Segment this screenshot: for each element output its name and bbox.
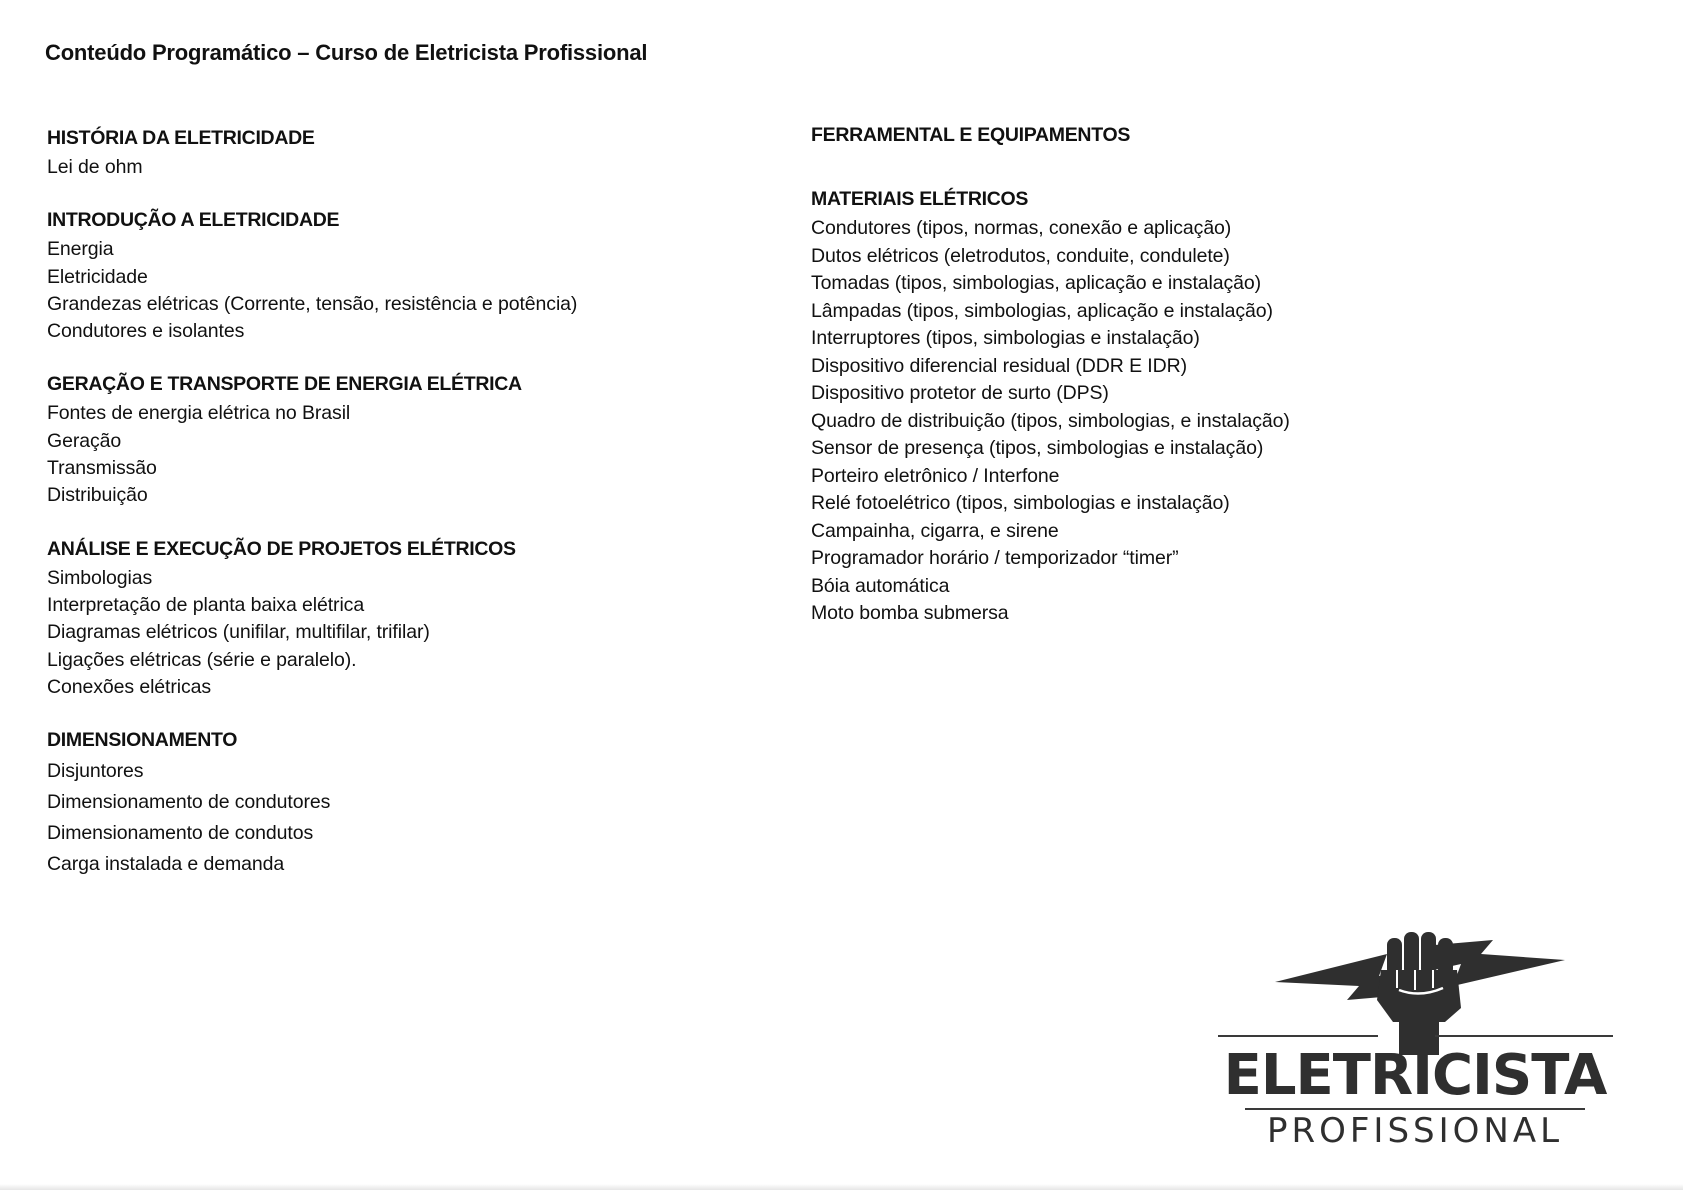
list-item: Condutores e isolantes bbox=[47, 320, 245, 343]
list-item: Fontes de energia elétrica no Brasil bbox=[47, 402, 351, 425]
list-item: Dispositivo diferencial residual (DDR E IDR) bbox=[811, 354, 1187, 377]
list-item: Programador horário / temporizador “timer” bbox=[811, 547, 1179, 569]
section-items bbox=[47, 236, 747, 345]
list-item: Lâmpadas (tipos, simbologias, aplicação e instalação) bbox=[811, 299, 1273, 322]
list-item: Tomadas (tipos, simbologias, aplicação e instalação) bbox=[811, 272, 1262, 294]
scan-edge bbox=[0, 1184, 1683, 1190]
left-column bbox=[47, 125, 747, 906]
list-item: Condutores (tipos, normas, conexão e aplicação) bbox=[811, 217, 1232, 239]
document-title: Conteúdo Programático – Curso de Eletricista Profissional bbox=[45, 40, 648, 65]
list-item: Dimensionamento de condutos bbox=[47, 822, 314, 845]
logo-rule bbox=[1245, 1108, 1585, 1110]
section-introducao bbox=[47, 207, 747, 345]
section-geracao bbox=[47, 371, 747, 509]
list-item: Energia bbox=[47, 238, 114, 261]
list-item: Dimensionamento de condutores bbox=[47, 791, 331, 814]
section-ferramental bbox=[811, 122, 1571, 148]
list-item: Bóia automática bbox=[811, 574, 950, 597]
section-items bbox=[47, 154, 747, 181]
list-item: Diagramas elétricos (unifilar, multifilar, trifilar) bbox=[47, 621, 430, 644]
section-dimensionamento bbox=[47, 727, 747, 880]
right-column bbox=[811, 122, 1571, 666]
logo-subword: PROFISSIONAL bbox=[1266, 1111, 1564, 1151]
list-item: Dutos elétricos (eletrodutos, conduite, condulete) bbox=[811, 244, 1230, 267]
section-historia bbox=[47, 125, 747, 181]
list-item: Lei de ohm bbox=[47, 156, 143, 178]
section-items bbox=[811, 215, 1571, 628]
list-item: Disjuntores bbox=[47, 760, 144, 783]
logo-rule bbox=[1218, 1035, 1378, 1037]
section-items bbox=[47, 400, 747, 509]
section-heading: GERAÇÃO E TRANSPORTE DE ENERGIA ELÉTRICA bbox=[47, 373, 522, 396]
section-heading: ANÁLISE E EXECUÇÃO DE PROJETOS ELÉTRICOS bbox=[47, 537, 516, 560]
list-item: Simbologias bbox=[47, 566, 153, 589]
list-item: Sensor de presença (tipos, simbologias e instalação) bbox=[811, 437, 1264, 459]
list-item: Moto bomba submersa bbox=[811, 602, 1009, 624]
list-item: Conexões elétricas bbox=[47, 675, 212, 698]
list-item: Eletricidade bbox=[47, 265, 148, 288]
section-items bbox=[47, 756, 747, 880]
list-item: Quadro de distribuição (tipos, simbologias, e instalação) bbox=[811, 409, 1290, 432]
list-item: Relé fotoelétrico (tipos, simbologias e instalação) bbox=[811, 492, 1230, 514]
list-item: Dispositivo protetor de surto (DPS) bbox=[811, 382, 1109, 404]
list-item: Geração bbox=[47, 429, 122, 452]
section-heading: FERRAMENTAL E EQUIPAMENTOS bbox=[811, 124, 1131, 146]
list-item: Distribuição bbox=[47, 484, 148, 507]
list-item: Interpretação de planta baixa elétrica bbox=[47, 593, 365, 616]
list-item: Transmissão bbox=[47, 457, 157, 480]
list-item: Carga instalada e demanda bbox=[47, 853, 285, 876]
logo-rule bbox=[1435, 1035, 1613, 1037]
section-projetos bbox=[47, 536, 747, 701]
section-heading: MATERIAIS ELÉTRICOS bbox=[811, 188, 1029, 210]
section-materiais bbox=[811, 186, 1571, 628]
section-items bbox=[47, 565, 747, 701]
section-heading: INTRODUÇÃO A ELETRICIDADE bbox=[47, 209, 340, 232]
list-item: Interruptores (tipos, simbologias e instalação) bbox=[811, 327, 1200, 349]
section-heading: HISTÓRIA DA ELETRICIDADE bbox=[47, 127, 315, 149]
eletricista-profissional-logo bbox=[1215, 930, 1615, 1160]
section-heading: DIMENSIONAMENTO bbox=[47, 729, 238, 752]
list-item: Porteiro eletrônico / Interfone bbox=[811, 464, 1060, 487]
list-item: Grandezas elétricas (Corrente, tensão, resistência e potência) bbox=[47, 292, 578, 315]
list-item: Ligações elétricas (série e paralelo). bbox=[47, 648, 357, 671]
logo-wordmark: ELETRICISTA bbox=[1223, 1043, 1607, 1108]
list-item: Campainha, cigarra, e sirene bbox=[811, 519, 1059, 542]
